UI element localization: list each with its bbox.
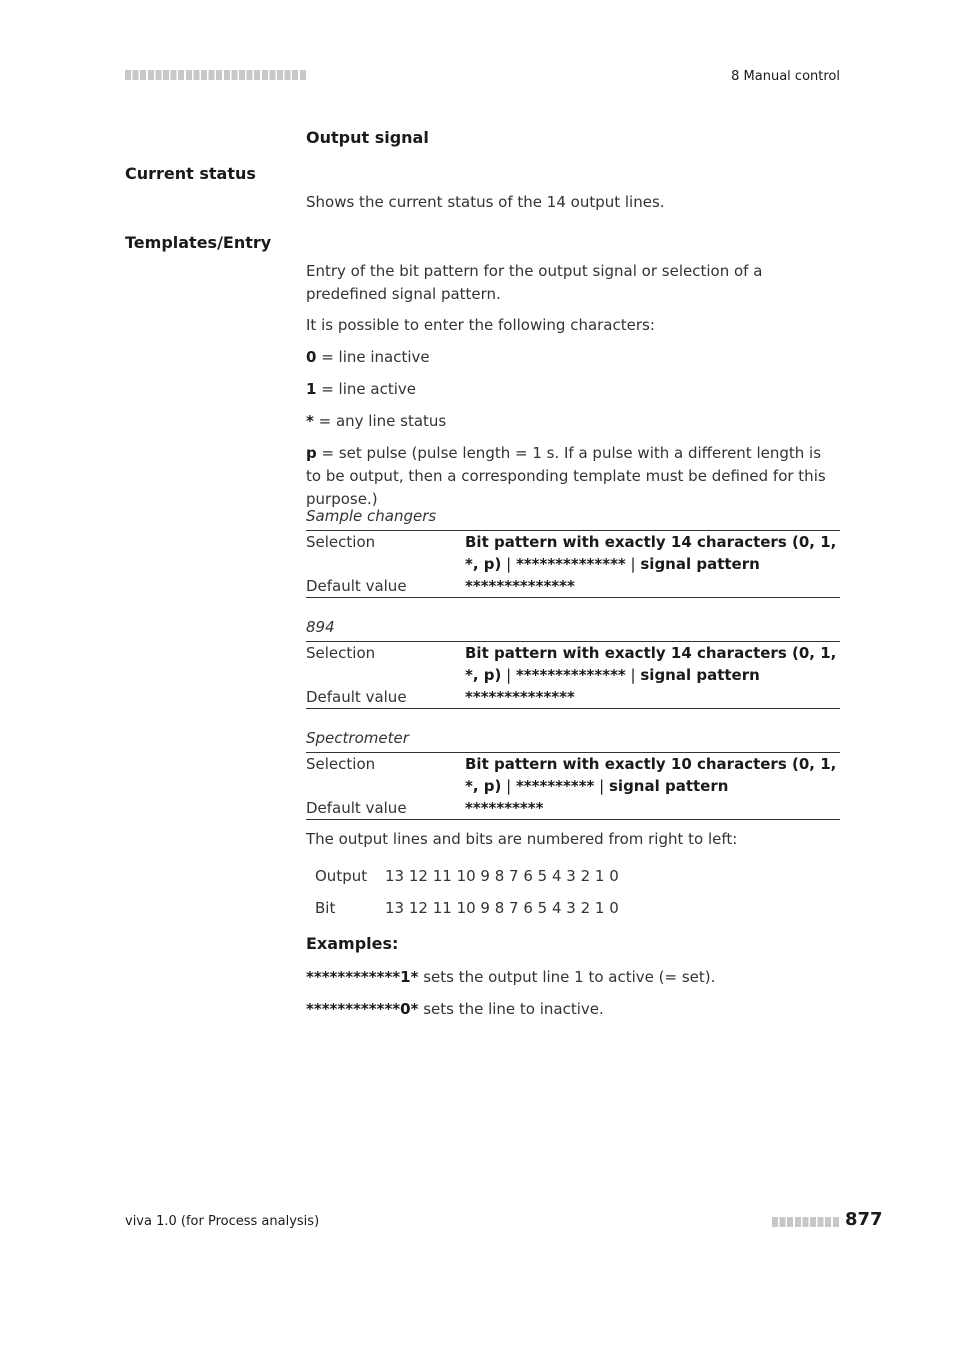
char-description: = line inactive xyxy=(316,348,430,366)
char-symbol: p xyxy=(306,444,317,462)
example-code: ************1* xyxy=(306,968,419,986)
parameter-table xyxy=(306,641,840,709)
default-value: ********** xyxy=(465,799,544,817)
example-code: ************0* xyxy=(306,1000,419,1018)
numbering-intro: The output lines and bits are numbered from right to left: xyxy=(306,830,738,848)
numbering-table xyxy=(306,860,619,924)
char-definition xyxy=(306,410,840,433)
example-item xyxy=(306,966,840,989)
selection-label: Selection xyxy=(306,755,376,773)
parameter-table xyxy=(306,530,840,598)
table-caption: Spectrometer xyxy=(306,729,409,747)
selection-value: Bit pattern with exactly 14 characters (0, 1, *, p) | ************** | signal pattern xyxy=(465,533,837,573)
default-value: ************** xyxy=(465,688,575,706)
default-value: ************** xyxy=(465,577,575,595)
char-definition xyxy=(306,346,840,369)
numbering-row xyxy=(306,860,619,892)
current-status-text: Shows the current status of the 14 output lines. xyxy=(306,193,665,211)
table-caption: 894 xyxy=(306,618,335,636)
templates-intro: Entry of the bit pattern for the output signal or selection of a predefined signal pattern. xyxy=(306,262,763,303)
examples-heading: Examples: xyxy=(306,934,399,953)
header-decoration xyxy=(125,70,307,80)
selection-label: Selection xyxy=(306,533,376,551)
example-text: sets the output line 1 to active (= set). xyxy=(418,968,716,986)
numbering-values: 13 12 11 10 9 8 7 6 5 4 3 2 1 0 xyxy=(385,867,619,885)
numbering-row xyxy=(306,892,619,924)
footer-decoration xyxy=(772,1217,840,1227)
table-caption: Sample changers xyxy=(306,507,437,525)
selection-value: Bit pattern with exactly 10 characters (0, 1, *, p) | ********** | signal pattern xyxy=(465,755,837,795)
numbering-label: Output xyxy=(315,867,368,885)
default-label: Default value xyxy=(306,577,407,595)
example-text: sets the line to inactive. xyxy=(418,1000,604,1018)
numbering-label: Bit xyxy=(315,899,336,917)
default-label: Default value xyxy=(306,799,407,817)
char-definition xyxy=(306,442,840,511)
char-description: = line active xyxy=(316,380,416,398)
current-status-heading: Current status xyxy=(125,164,256,183)
char-definition xyxy=(306,378,840,401)
char-symbol: 1 xyxy=(306,380,317,398)
section-title: Output signal xyxy=(306,128,429,147)
chars-intro: It is possible to enter the following characters: xyxy=(306,316,655,334)
header-section-title: 8 Manual control xyxy=(731,69,840,84)
char-description: = set pulse (pulse length = 1 s. If a pulse with a different length is to be output, then a corresponding template must be defined for this purpose.) xyxy=(306,444,826,508)
char-symbol: 0 xyxy=(306,348,317,366)
page-number: 877 xyxy=(845,1209,883,1230)
char-symbol: * xyxy=(306,412,314,430)
numbering-values: 13 12 11 10 9 8 7 6 5 4 3 2 1 0 xyxy=(385,899,619,917)
selection-label: Selection xyxy=(306,644,376,662)
parameter-table xyxy=(306,752,840,820)
default-label: Default value xyxy=(306,688,407,706)
char-description: = any line status xyxy=(313,412,447,430)
selection-value: Bit pattern with exactly 14 characters (0, 1, *, p) | ************** | signal pattern xyxy=(465,644,837,684)
example-item xyxy=(306,998,840,1021)
footer-product: viva 1.0 (for Process analysis) xyxy=(125,1214,320,1229)
templates-heading: Templates/Entry xyxy=(125,233,272,252)
